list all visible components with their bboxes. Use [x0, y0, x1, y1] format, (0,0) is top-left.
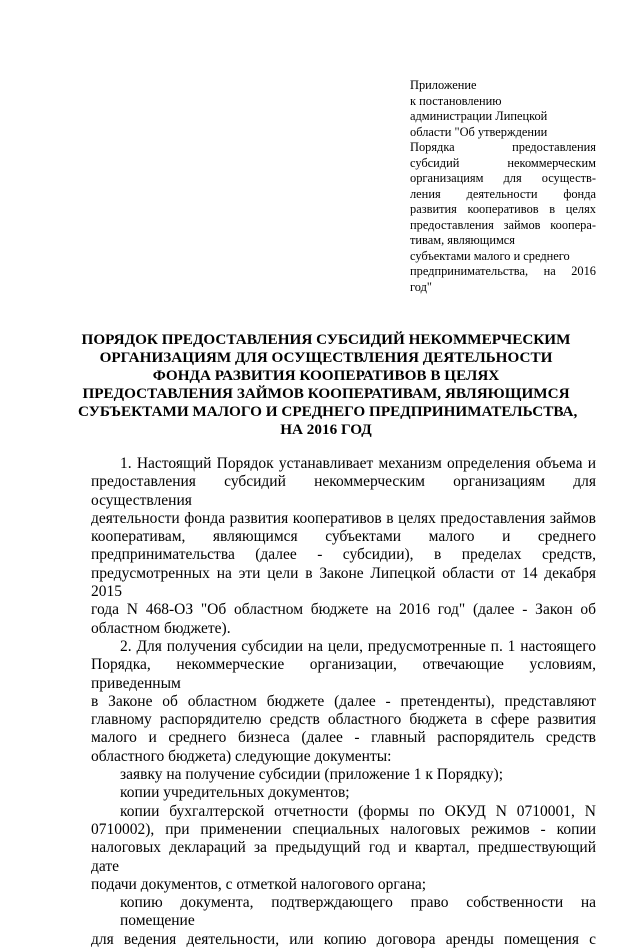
document-body	[91, 455, 596, 949]
body-line: заявку на получение субсидии (приложение 1 к Порядку);	[120, 766, 504, 784]
appendix-line: ления деятельности фонда	[410, 186, 596, 201]
appendix-line: развития кооперативов в целях	[410, 202, 596, 216]
body-line: копии учредительных документов;	[120, 784, 350, 802]
body-line: предпринимательства (далее - субсидии), в пределах средств,	[91, 546, 596, 564]
appendix-line: организациям для осуществ-	[410, 171, 596, 185]
body-line: года N 468-ОЗ "Об областном бюджете на 2016 год" (далее - Закон об	[91, 601, 596, 619]
appendix-line: Приложение	[410, 78, 477, 92]
body-line: Порядка, некоммерческие организации, отвечающие условиям, приведенным	[91, 656, 596, 692]
appendix-line: администрации Липецкой	[410, 109, 548, 123]
appendix-note	[410, 78, 596, 295]
body-line: предоставления субсидий некоммерческим организациям для осуществления	[91, 473, 596, 509]
body-line: 1. Настоящий Порядок устанавливает механизм определения объема и	[120, 455, 596, 472]
title-line: ПОРЯДОК ПРЕДОСТАВЛЕНИЯ СУБСИДИЙ НЕКОММЕРЧЕСКИМ	[81, 331, 571, 348]
appendix-line: области "Об утверждении	[410, 124, 548, 139]
body-line: областном бюджете).	[91, 619, 231, 637]
appendix-line: тивам, являющимся	[410, 233, 516, 247]
body-line: для ведения деятельности, или копию договора аренды помещения с	[91, 930, 596, 948]
body-line: копию документа, подтверждающего право собственности на помещение	[120, 894, 596, 930]
title-line: ПРЕДОСТАВЛЕНИЯ ЗАЙМОВ КООПЕРАТИВАМ, ЯВЛЯЮЩИМСЯ	[82, 384, 570, 402]
body-line: 0710002), при применении специальных налоговых режимов - копии	[91, 820, 596, 838]
appendix-line: предпринимательства, на 2016	[410, 264, 596, 278]
title-line: СУБЪЕКТАМИ МАЛОГО И СРЕДНЕГО ПРЕДПРИНИМАТЕЛЬСТВА,	[78, 402, 578, 420]
appendix-line: предоставления займов коопера-	[410, 217, 596, 232]
body-line: предусмотренных на эти цели в Законе Липецкой области от 14 декабря 2015	[91, 564, 596, 601]
body-line: малого и среднего бизнеса (далее - главный распорядитель средств	[91, 729, 596, 747]
body-line: в Законе об областном бюджете (далее - претенденты), представляют	[91, 692, 596, 710]
appendix-line: год"	[410, 279, 432, 294]
body-line: деятельности фонда развития кооперативов в целях предоставления займов	[91, 509, 596, 527]
appendix-line: субсидий некоммерческим	[410, 155, 596, 170]
body-line: кооперативам, являющимся субъектами малого и среднего	[91, 528, 596, 546]
appendix-line: к постановлению	[410, 93, 502, 108]
body-line: копии бухгалтерской отчетности (формы по ОКУД N 0710001, N	[120, 802, 596, 820]
document-title	[78, 331, 578, 438]
appendix-line: Порядка предоставления	[410, 140, 596, 154]
body-line: налоговых деклараций за предыдущий год и квартал, предшествующий дате	[91, 839, 596, 875]
body-line: подачи документов, с отметкой налогового органа;	[91, 875, 427, 893]
appendix-line: субъектами малого и среднего	[410, 248, 570, 263]
body-line: областного бюджета) следующие документы:	[91, 747, 392, 765]
body-line: главному распорядителю средств областного бюджета в сфере развития	[91, 711, 596, 729]
title-line: ФОНДА РАЗВИТИЯ КООПЕРАТИВОВ В ЦЕЛЯХ	[152, 366, 500, 384]
title-line: ОРГАНИЗАЦИЯМ ДЛЯ ОСУЩЕСТВЛЕНИЯ ДЕЯТЕЛЬНОСТИ	[99, 348, 553, 366]
title-line: НА 2016 ГОД	[280, 420, 372, 438]
body-line: 2. Для получения субсидии на цели, предусмотренные п. 1 настоящего	[120, 637, 596, 655]
